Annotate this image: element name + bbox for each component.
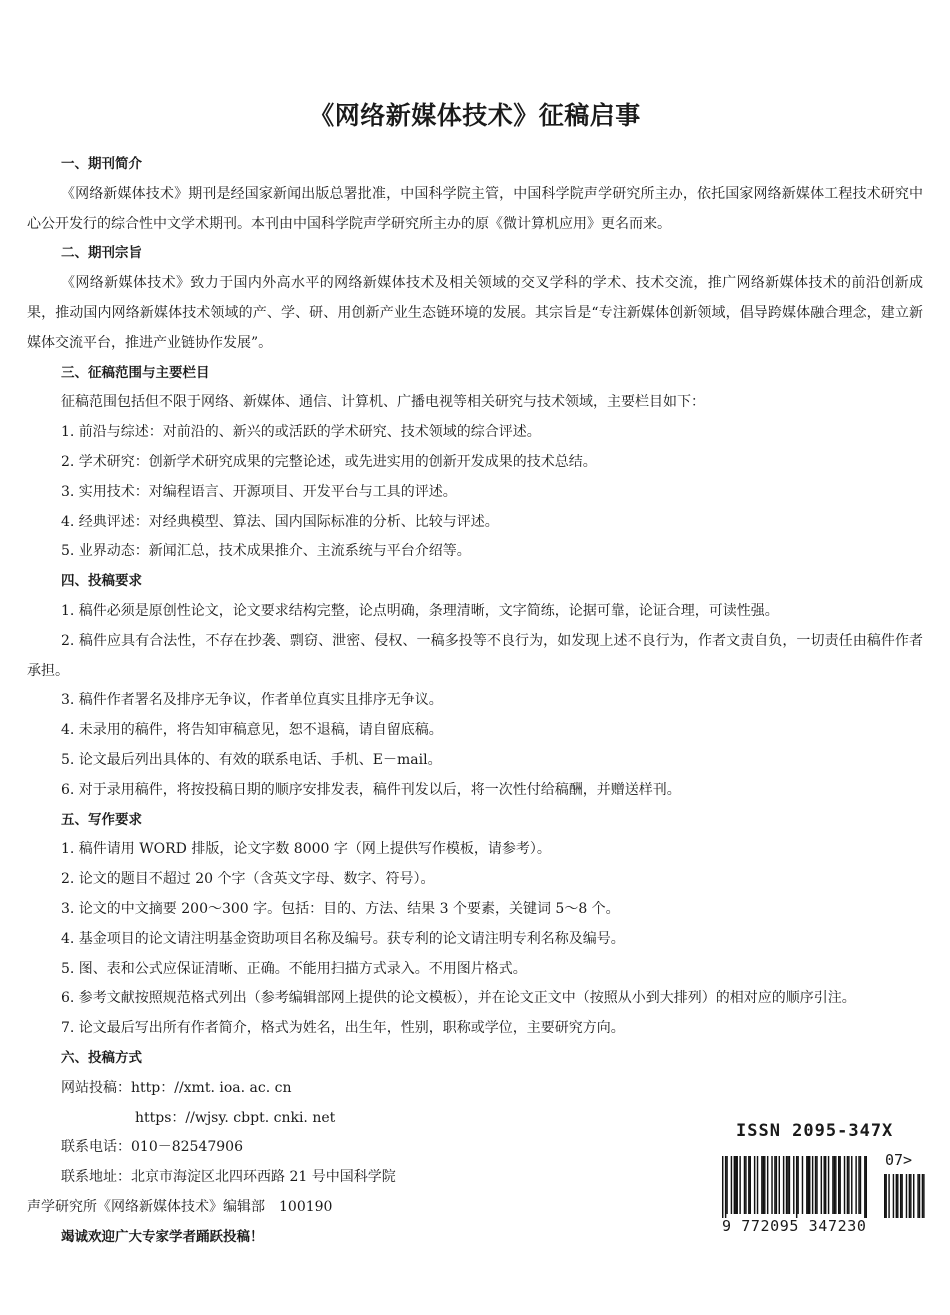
barcode-bar [739,1156,740,1214]
website-link-1[interactable]: 网站投稿：http：//xmt. ioa. ac. cn [61,1079,292,1096]
list-item: 7. 论文最后写出所有作者简介，格式为姓名，出生年，性别，职称或学位，主要研究方向。 [61,1020,625,1037]
list-item: 6. 参考文献按照规范格式列出（参考编辑部网上提供的论文模板），并在论文正文中（按照从小到大排列）的相对应的顺序引注。 [61,990,856,1007]
barcode-bar [834,1156,835,1214]
list-item: 2. 稿件应具有合法性，不存在抄袭、剽窃、泄密、侵权、一稿多投等不良行为，如发现上述不良行为，作者文责自负，一切责任由稿件作者承担。 [27,632,923,679]
barcode-bar [789,1156,790,1214]
contact-address: 联系地址：北京市海淀区北四环西路 21 号中国科学院 [61,1169,396,1186]
barcode-bar [844,1156,845,1214]
barcode-bar [864,1156,865,1218]
barcode-addon-digits: 07> [885,1151,913,1169]
list-item: 5. 论文最后列出具体的、有效的联系电话、手机、E－mail。 [61,751,442,768]
list-item: 2. 论文的题目不超过 20 个字（含英文字母、数字、符号）。 [61,871,435,888]
barcode-bar [786,1156,787,1214]
list-item: 6. 对于录用稿件，将按投稿日期的顺序安排发表，稿件刊发以后，将一次性付给稿酬，并赠送样刊。 [61,781,681,798]
barcode-bar [748,1156,749,1214]
website-link-2[interactable]: https：//wjsy. cbpt. cnki. net [135,1109,336,1126]
section-heading-contact: 六、投稿方式 [61,1049,142,1066]
barcode-bar [725,1156,726,1218]
barcode-bar [767,1156,768,1214]
barcode-bar [797,1156,798,1214]
list-item: 3. 稿件作者署名及排序无争议，作者单位真实且排序无争议。 [61,692,443,709]
barcode-bar [793,1156,794,1214]
barcode-addon-bar [893,1174,894,1218]
barcode-bar [838,1156,839,1214]
barcode-bar [737,1156,738,1214]
list-item: 5. 图、表和公式应保证清晰、正确。不能用扫描方式录入。不用图片格式。 [61,960,527,977]
issn-label: ISSN 2095-347X [736,1121,894,1141]
barcode-bar [866,1156,867,1218]
barcode-bar [825,1156,826,1214]
article-body [27,150,923,1252]
list-item: 2. 学术研究：创新学术研究成果的完整论述，或先进实用的创新开发成果的技术总结。 [61,453,597,470]
barcode-bar [761,1156,762,1214]
paragraph-scope-intro: 征稿范围包括但不限于网络、新媒体、通信、计算机、广播电视等相关研究与技术领域，主要栏目如下： [61,394,705,411]
barcode-addon-bar [906,1174,907,1218]
closing-invitation: 竭诚欢迎广大专家学者踊跃投稿！ [61,1228,264,1245]
list-item: 5. 业界动态：新闻汇总，技术成果推介、主流系统与平台介绍等。 [61,543,471,560]
barcode-bar [848,1156,849,1214]
list-item: 4. 未录用的稿件，将告知审稿意见，恕不退稿，请自留底稿。 [61,722,443,739]
barcode-bar [858,1156,859,1214]
barcode-bar [832,1156,833,1214]
barcode-bar [809,1156,810,1214]
barcode-bar [796,1156,797,1218]
barcode-addon-bar [923,1174,924,1218]
paragraph-intro: 《网络新媒体技术》期刊是经国家新闻出版总署批准，中国科学院主管，中国科学院声学研究所主办，依托国家网络新媒体工程技术研究中心公开发行的综合性中文学术期刊。本刊由中国科学院声学研究所主办的原《微计算机应用》更名而来。 [27,185,923,232]
section-heading-writing: 五、写作要求 [61,811,142,828]
barcode-bar [824,1156,825,1214]
list-item: 3. 论文的中文摘要 200～300 字。包括：目的、方法、结果 3 个要素，关键词 5～8 个。 [61,900,620,917]
contact-address-cont: 声学研究所《网络新媒体技术》编辑部 100190 [27,1198,333,1215]
barcode-bar [771,1156,772,1214]
barcode-bar [847,1156,848,1214]
list-item: 1. 稿件请用 WORD 排版，论文字数 8000 字（网上提供写作模板，请参考）。 [61,841,551,858]
list-item: 4. 经典评述：对经典模型、算法、国内国际标准的分析、比较与评述。 [61,513,499,530]
barcode-bar [835,1156,836,1214]
barcode-addon-bar [901,1174,902,1218]
list-item: 1. 稿件必须是原创性论文，论文要求结构完整，论点明确，条理清晰，文字简练，论据可靠，论证合理，可读性强。 [61,602,779,619]
page-title: 《网络新媒体技术》征稿启事 [309,101,641,130]
barcode-bar [816,1156,817,1214]
barcode-bar [734,1156,735,1214]
barcode-bar [735,1156,736,1214]
barcode-bar [806,1156,807,1214]
barcode-addon-bar [909,1174,910,1218]
barcode-bar [828,1156,829,1214]
contact-phone: 联系电话：010－82547906 [61,1139,243,1156]
barcode-addon-bar [888,1174,889,1218]
barcode-addon-bar [913,1174,914,1218]
barcode-bar [757,1156,758,1214]
barcode-bar [744,1156,745,1214]
barcode-bar [808,1156,809,1214]
barcode-bar [754,1156,755,1214]
barcode-addon-bar [897,1174,898,1218]
barcode-bar [722,1156,723,1218]
barcode-bar [726,1156,727,1214]
barcode-bar [763,1156,764,1214]
barcode-bar [787,1156,788,1214]
barcode-bar [839,1156,840,1214]
section-heading-intro: 一、期刊简介 [61,156,142,172]
barcode-bar [855,1156,856,1214]
barcode-bar [821,1156,822,1214]
barcode-bar [764,1156,765,1214]
barcode-addon-bar [896,1174,897,1218]
barcode-addon-bar [910,1174,911,1218]
issn-barcode [722,1121,927,1239]
barcode-addon-bar [919,1174,920,1218]
barcode-addon-bar [885,1174,886,1218]
barcode-bar [851,1156,852,1214]
barcode-digits: 9 772095 347230 [722,1217,867,1235]
section-heading-scope: 三、征稿范围与主要栏目 [61,364,210,381]
barcode-bar [815,1156,816,1214]
barcode-bar [750,1156,751,1214]
barcode-addon-bar [922,1174,923,1218]
section-heading-submission: 四、投稿要求 [61,573,142,590]
barcode-bar [802,1156,803,1214]
barcode-addon-bar [917,1174,918,1218]
barcode-bar [812,1156,813,1214]
barcode-bar [779,1156,780,1214]
list-item: 4. 基金项目的论文请注明基金资助项目名称及编号。获专利的论文请注明专利名称及编号。 [61,930,625,947]
barcode-bar [731,1156,732,1214]
barcode-bar [783,1156,784,1214]
barcode-bar [745,1156,746,1214]
section-heading-purpose: 二、期刊宗旨 [61,245,142,262]
list-item: 3. 实用技术：对编程语言、开源项目、开发平台与工具的评述。 [61,483,457,500]
barcode-bar [774,1156,775,1214]
barcode-bar [860,1156,861,1214]
barcode-addon-bar [884,1174,885,1218]
list-item: 1. 前沿与综述：对前沿的、新兴的或活跃的学术研究、技术领域的综合评述。 [61,424,541,441]
paragraph-purpose: 《网络新媒体技术》致力于国内外高水平的网络新媒体技术及相关领域的交叉学科的学术、技术交流，推广网络新媒体技术的前沿创新成果，推动国内网络新媒体技术领域的产、学、研、用创新产业生态链环境的发展。其宗旨是“专注新媒体创新领域，倡导跨媒体融合理念，建立新媒体交流平台，推进产业链协作发展”。 [27,275,923,351]
barcode-bar [776,1156,777,1214]
barcode-addon-bar [900,1174,901,1218]
